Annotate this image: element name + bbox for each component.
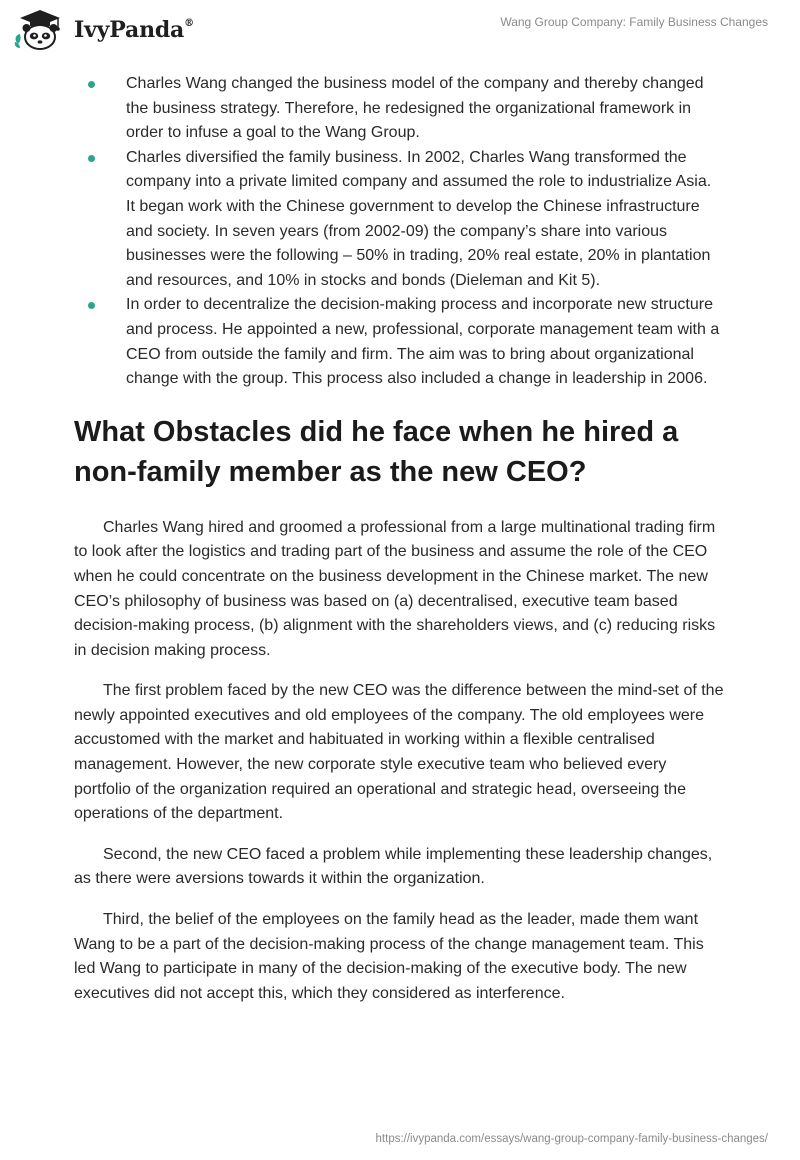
document-title: Wang Group Company: Family Business Changes [500,15,768,29]
list-item [74,72,724,146]
panda-graduate-icon [12,8,68,52]
list-item [74,146,724,294]
section-heading: What Obstacles did he face when he hired a non-family member as the new CEO? [74,415,679,488]
essay-content [74,72,724,1022]
page-header [0,0,800,60]
ivypanda-logo[interactable] [12,8,194,52]
brand-name: IvyPanda® [74,17,194,43]
paragraph: Charles Wang hired and groomed a professional from a large multinational trading firm to look after the logistics and trading part of the business and assume the role of the CEO when he could concentrate on the business development in the Chinese market. The new CEO’s philosophy of business was based on (a) decentralised, executive team based decision-making process, (b) alignment with the shareholders views, and (c) reducing risks in decision making process. [74,518,716,659]
source-url[interactable]: https://ivypanda.com/essays/wang-group-company-family-business-changes/ [375,1133,768,1145]
list-item-text: In order to decentralize the decision-making process and incorporate new structure and process. He appointed a new, professional, corporate management team with a CEO from outside the family and firm. The aim was to bring about organizational change with the group. This process also included a change in leadership in 2006. [126,296,720,388]
bullet-dot-icon [88,81,95,88]
list-item-text: Charles diversified the family business. In 2002, Charles Wang transformed the company into a private limited company and assumed the role to industrialize Asia. It began work with the Chinese government to develop the Chinese infrastructure and society. In seven years (from 2002-09) the company’s share into various businesses were the following – 50% in trading, 20% real estate, 20% in plantation and resources, and 10% in stocks and bonds (Dieleman and Kit 5). [126,148,712,289]
bullet-list [74,72,724,392]
list-item-text: Charles Wang changed the business model of the company and thereby changed the business strategy. Therefore, he redesigned the organizational framework in order to infuse a goal to the Wang Group. [126,75,704,142]
bullet-dot-icon [88,302,95,309]
paragraph: Second, the new CEO faced a problem while implementing these leadership changes, as there were aversions towards it within the organization. [74,845,713,888]
paragraph: Third, the belief of the employees on the family head as the leader, made them want Wang to be a part of the decision-making process of the change management team. This led Wang to participate in many of the decision-making of the executive body. The new executives did not accept this, which they considered as interference. [74,911,704,1002]
list-item [74,293,724,391]
bullet-dot-icon [88,155,95,162]
paragraph: The first problem faced by the new CEO was the difference between the mind-set of the newly appointed executives and old employees of the company. The old employees were accustomed with the market and habituated in working within a flexible centralised management. However, the new corporate style executive team who believed every portfolio of the organization required an operational and strategic head, overseeing the operations of the department. [74,682,724,823]
